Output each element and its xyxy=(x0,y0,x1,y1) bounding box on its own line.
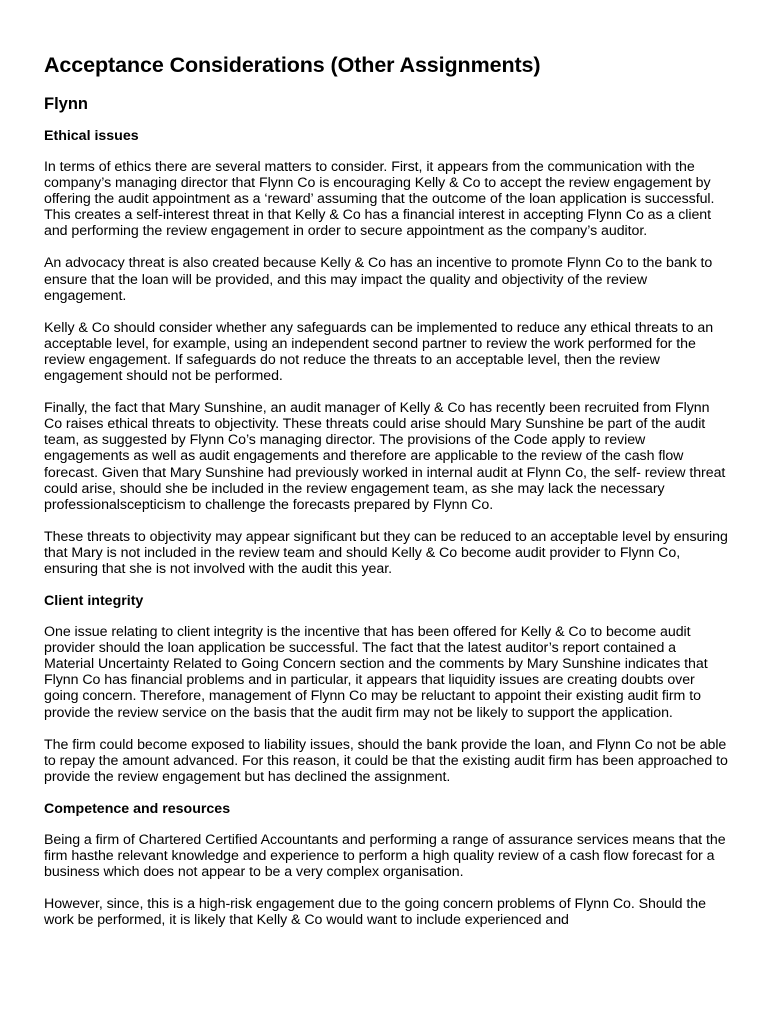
paragraph: These threats to objectivity may appear significant but they can be reduced to an acceptable level by ensuring that Mary is not included in the review team and should Kelly & Co become audit provider to Flynn Co, ensuring that she is not involved with the audit this year. xyxy=(44,528,728,577)
section-ethical-issues xyxy=(44,128,728,577)
paragraph: Being a firm of Chartered Certified Accountants and performing a range of assurance services means that the firm hasthe relevant knowledge and experience to perform a high quality review of a cash flow forecast for a business which does not appear to be a very complex organisation. xyxy=(44,831,726,881)
document-title: Acceptance Considerations (Other Assignments) xyxy=(44,53,541,77)
paragraph: Kelly & Co should consider whether any safeguards can be implemented to reduce any ethical threats to an acceptable level, for example, using an independent second partner to review the work performed for the review engagement. If safeguards do not reduce the threats to an acceptable level, then the review engagement should not be performed. xyxy=(44,319,714,385)
paragraph: However, since, this is a high-risk engagement due to the going concern problems of Flynn Co. Should the work be performed, it is likely that Kelly & Co would want to include experienced and xyxy=(44,896,706,929)
paragraph: One issue relating to client integrity is the incentive that has been offered for Kelly & Co to become audit provider should the loan application be successful. The fact that the latest auditor’s report contained a Material Uncertainty Related to Going Concern section and the comments by Mary Sunshine indicates that Flynn Co has financial problems and in particular, it appears that liquidity issues are creating doubts over going concern. Therefore, management of Flynn Co may be reluctant to appoint their existing audit firm to provide the review service on the basis that the audit firm may not be likely to support the application. xyxy=(44,624,708,721)
document-subtitle: Flynn xyxy=(44,95,88,113)
section-heading: Client integrity xyxy=(44,593,144,610)
paragraph: In terms of ethics there are several matters to consider. First, it appears from the communication with the company’s managing director that Flynn Co is encouraging Kelly & Co to accept the review engagement by offering the audit appointment as a ‘reward’ assuming that the outcome of the loan application is successful. This creates a self-interest threat in that Kelly & Co has a financial interest in accepting Flynn Co as a client and performing the review engagement in order to secure appointment as the company’s auditor. xyxy=(44,159,715,240)
section-competence-and-resources xyxy=(44,801,728,928)
paragraph: The firm could become exposed to liability issues, should the bank provide the loan, and Flynn Co not be able to repay the amount advanced. For this reason, it could be that the existing audit firm has been approached to provide the review engagement but has declined the assignment. xyxy=(44,736,728,785)
document-content xyxy=(44,52,728,944)
section-heading: Ethical issues xyxy=(44,128,139,144)
section-client-integrity xyxy=(44,593,728,785)
section-heading: Competence and resources xyxy=(44,800,231,817)
paragraph: Finally, the fact that Mary Sunshine, an audit manager of Kelly & Co has recently been recruited from Flynn Co raises ethical threats to objectivity. These threats could arise should Mary Sunshine be part of the audit team, as suggested by Flynn Co’s managing director. The provisions of the Code apply to review engagements as well as audit engagements and therefore are applicable to the review of the cash flow forecast. Given that Mary Sunshine had previously worked in internal audit at Flynn Co, the self- review threat could arise, should she be included in the review engagement team, as she may lack the necessary professionalscepticism to challenge the forecasts prepared by Flynn Co. xyxy=(44,400,726,513)
paragraph: An advocacy threat is also created because Kelly & Co has an incentive to promote Flynn Co to the bank to ensure that the loan will be provided, and this may impact the quality and objectivity of the review engagement. xyxy=(44,255,713,304)
